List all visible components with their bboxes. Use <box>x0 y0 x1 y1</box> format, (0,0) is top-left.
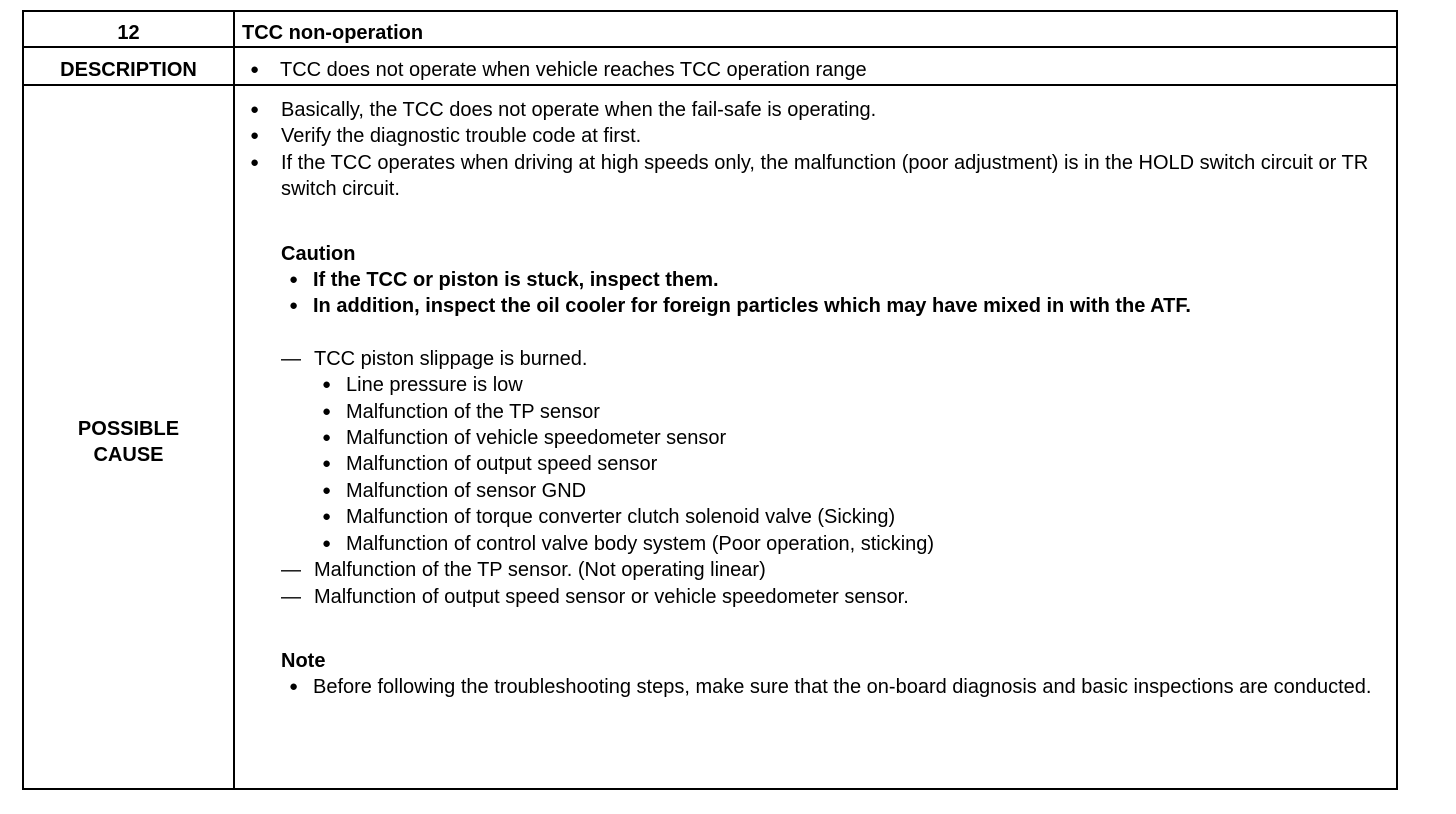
list-item: ● If the TCC operates when driving at high speeds only, the malfunction (poor adjustment) is in the HOLD switch circuit or TR switch circuit. <box>242 150 1386 203</box>
table-row-description <box>24 48 1396 84</box>
code-number: 12 <box>117 22 140 44</box>
caution-heading: Caution <box>281 242 356 265</box>
caution-list <box>242 267 1386 320</box>
list-item: ● Malfunction of torque converter clutch solenoid valve (Sicking) <box>314 504 1386 530</box>
list-item: ● Malfunction of control valve body system (Poor operation, sticking) <box>314 531 1386 557</box>
list-item: ● Before following the troubleshooting steps, make sure that the on-board diagnosis and basic inspections are conducted. <box>281 674 1386 700</box>
possible-cause-label-line1: POSSIBLE <box>77 418 180 440</box>
list-item: ● If the TCC or piston is stuck, inspect them. <box>281 267 1386 293</box>
possible-cause-label <box>24 416 233 468</box>
dash-item: — Malfunction of the TP sensor. (Not operating linear) <box>242 557 1386 583</box>
possible-cause-content <box>242 97 1386 701</box>
table-row-possible-cause <box>24 86 1396 788</box>
note-list <box>242 674 1386 700</box>
list-item: ● Line pressure is low <box>314 372 1386 398</box>
description-text: ● TCC does not operate when vehicle reaches TCC operation range <box>242 58 1386 82</box>
list-item: ● Basically, the TCC does not operate when the fail-safe is operating. <box>242 97 1386 123</box>
list-item: ● Malfunction of the TP sensor <box>314 399 1386 425</box>
dash-item: — Malfunction of output speed sensor or vehicle speedometer sensor. <box>242 584 1386 610</box>
list-item: ● Verify the diagnostic trouble code at first. <box>242 123 1386 149</box>
list-item: ● Malfunction of output speed sensor <box>314 451 1386 477</box>
list-item: ● Malfunction of sensor GND <box>314 478 1386 504</box>
note-heading: Note <box>281 649 326 672</box>
table-row-header <box>24 12 1396 46</box>
list-item: ● Malfunction of vehicle speedometer sensor <box>314 425 1386 451</box>
dash-sub-list <box>242 372 1386 557</box>
diagnostic-table <box>22 10 1398 790</box>
cause-bullet-list <box>242 97 1386 203</box>
list-item: ● In addition, inspect the oil cooler for foreign particles which may have mixed in with the ATF. <box>281 293 1386 319</box>
possible-cause-label-line2: CAUSE <box>93 444 164 466</box>
dash-item: — TCC piston slippage is burned. <box>242 346 1386 372</box>
description-label: DESCRIPTION <box>60 59 197 81</box>
symptom-title: TCC non-operation <box>242 22 424 44</box>
